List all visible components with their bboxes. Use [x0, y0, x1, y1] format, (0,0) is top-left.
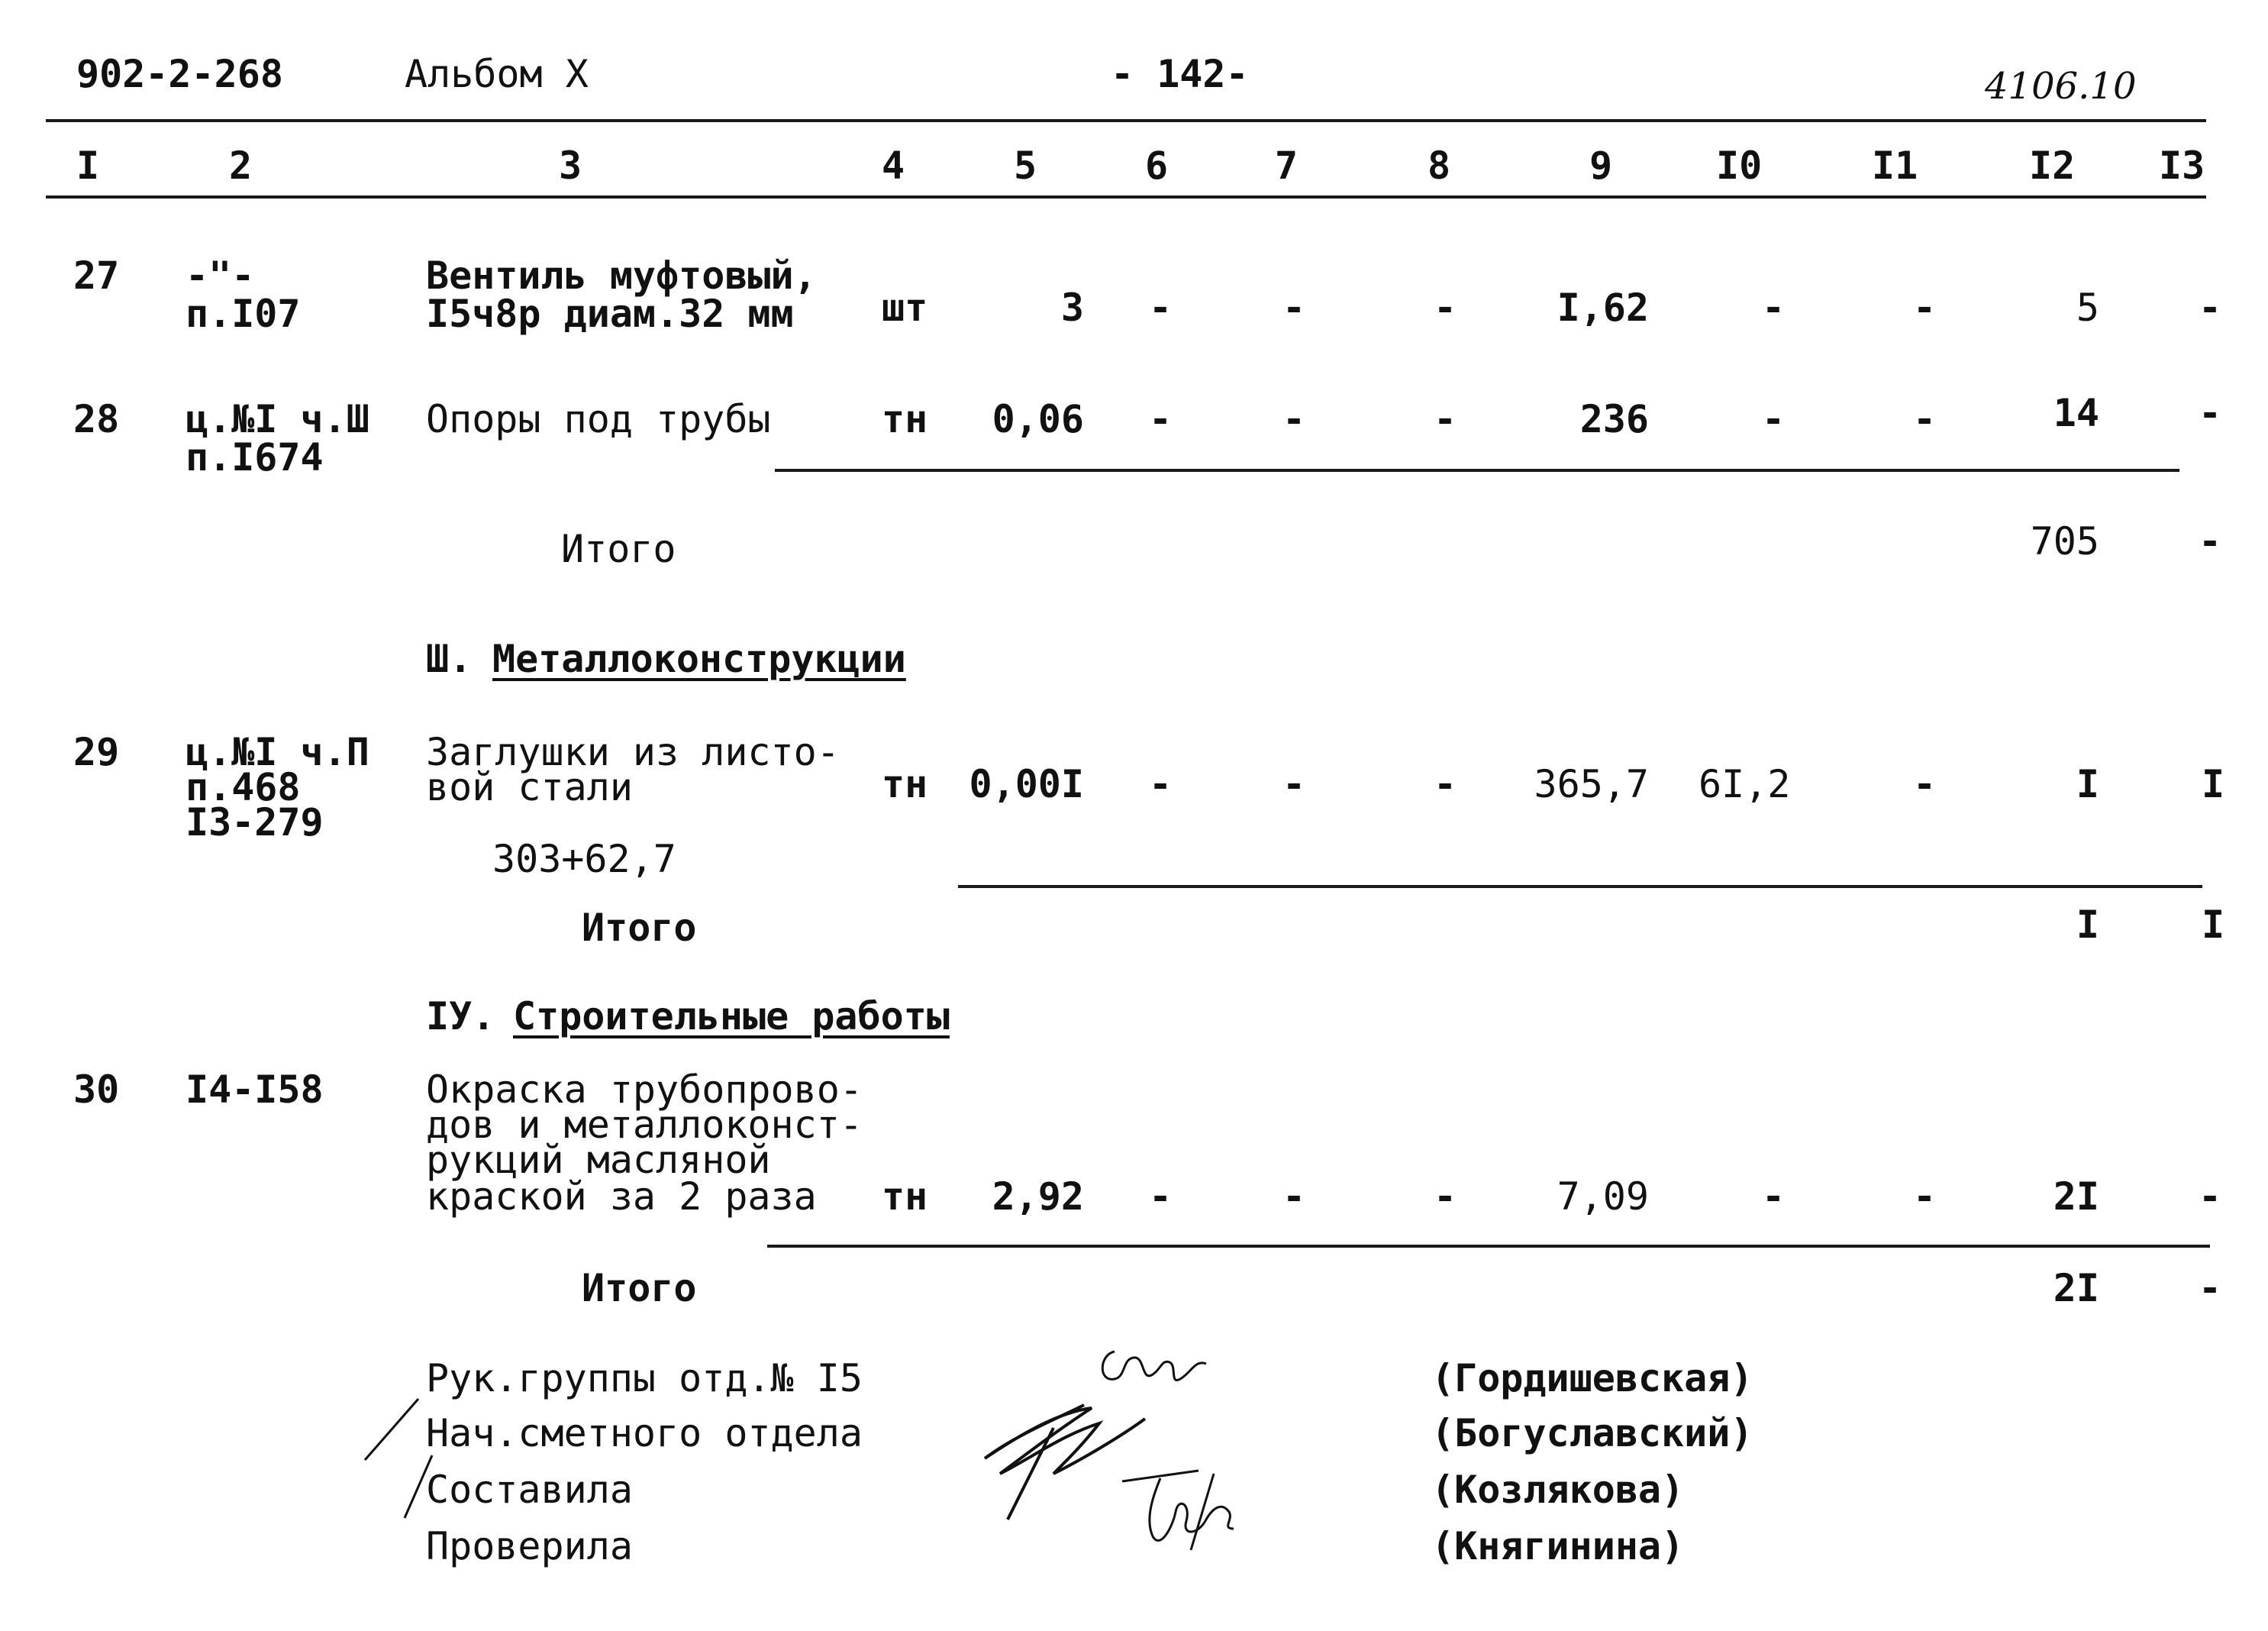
- row-col9: 365,7: [1534, 762, 1649, 806]
- row-col9: 236: [1579, 397, 1649, 441]
- signature-name: (Гордишевская): [1431, 1356, 1753, 1400]
- row-col10: -: [1762, 286, 1786, 330]
- row-col13: -: [2199, 1174, 2222, 1219]
- row-col11: -: [1913, 1174, 1937, 1219]
- row-number: 28: [73, 397, 120, 441]
- row-col11: -: [1913, 397, 1937, 441]
- header-rule-bottom: [46, 195, 2206, 199]
- column-header-3: 3: [559, 144, 582, 188]
- row-description: вой стали: [426, 765, 633, 809]
- row-col7: -: [1282, 762, 1306, 806]
- row-reference: -"-: [186, 254, 255, 298]
- signature-role: Составила: [426, 1468, 633, 1512]
- total-col13: -: [2199, 519, 2222, 564]
- subtotal-rule: [958, 885, 2202, 888]
- signature-role: Рук.группы отд.№ I5: [426, 1356, 863, 1400]
- total-label: Итого: [582, 906, 697, 950]
- row-description: Окраска трубопрово-: [426, 1067, 863, 1112]
- row-reference: I3-279: [186, 800, 324, 845]
- row-col11: -: [1913, 762, 1937, 806]
- row-col6: -: [1149, 286, 1173, 330]
- row-quantity: 2,92: [992, 1174, 1084, 1219]
- row-col10: -: [1762, 1174, 1786, 1219]
- row-reference: I4-I58: [186, 1067, 324, 1112]
- column-header-2: 2: [229, 144, 253, 188]
- subtotal-rule: [775, 469, 2179, 472]
- row-col12: 14: [2053, 391, 2099, 435]
- document-code: 902-2-268: [76, 52, 283, 96]
- page-number: - 142-: [1111, 52, 1249, 96]
- column-header-7: 7: [1275, 144, 1299, 188]
- row-col8: -: [1434, 286, 1457, 330]
- row-col7: -: [1282, 1174, 1306, 1219]
- column-header-1: I: [76, 144, 100, 188]
- column-header-12: I2: [2029, 144, 2076, 188]
- section-title: Строительные работы: [513, 994, 950, 1038]
- signature-name: (Богуславский): [1431, 1411, 1753, 1455]
- row-description: I5ч8р диам.32 мм: [426, 292, 794, 336]
- row-col13: I: [2202, 762, 2225, 806]
- row-col10: -: [1762, 397, 1786, 441]
- row-col9: I,62: [1557, 286, 1649, 330]
- row-number: 29: [73, 730, 120, 774]
- row-col12: 2I: [2053, 1174, 2099, 1219]
- row-description: краской за 2 раза: [426, 1174, 817, 1219]
- row-col6: -: [1149, 397, 1173, 441]
- column-header-4: 4: [882, 144, 905, 188]
- row-quantity: 0,00I: [969, 762, 1084, 806]
- row-reference: п.468: [186, 765, 301, 809]
- row-description: Опоры под трубы: [426, 397, 771, 441]
- row-description: рукций масляной: [426, 1138, 771, 1182]
- row-col7: -: [1282, 286, 1306, 330]
- total-col13: I: [2202, 903, 2225, 947]
- row-number: 30: [73, 1067, 120, 1112]
- row-number: 27: [73, 254, 120, 298]
- row-col12: 5: [2076, 286, 2099, 330]
- column-header-10: I0: [1716, 144, 1763, 188]
- total-col12: 705: [2030, 519, 2099, 564]
- row-col7: -: [1282, 397, 1306, 441]
- row-col6: -: [1149, 762, 1173, 806]
- section-number: IУ.: [426, 994, 495, 1038]
- column-header-6: 6: [1145, 144, 1169, 188]
- signature-role: Проверила: [426, 1524, 633, 1568]
- column-header-11: I1: [1872, 144, 1918, 188]
- total-label: Итого: [561, 527, 676, 571]
- row-col13: -: [2199, 286, 2222, 330]
- subtotal-rule: [767, 1245, 2210, 1248]
- row-unit: тн: [882, 397, 928, 441]
- column-header-8: 8: [1428, 144, 1451, 188]
- row-reference: ц.№I ч.Ш: [186, 397, 369, 441]
- row-description: Вентиль муфтовый,: [426, 254, 817, 298]
- signature-name: (Козлякова): [1431, 1468, 1685, 1512]
- row-quantity: 0,06: [992, 397, 1084, 441]
- row-unit: тн: [882, 1174, 928, 1219]
- row-col6: -: [1149, 1174, 1173, 1219]
- check-mark-icon: [359, 1390, 450, 1542]
- total-label: Итого: [582, 1266, 697, 1310]
- row-col13: -: [2199, 391, 2222, 435]
- row-note: 303+62,7: [492, 837, 676, 881]
- album-label: Альбом Х: [405, 52, 589, 96]
- section-number: Ш.: [426, 637, 473, 681]
- row-unit: шт: [882, 286, 928, 330]
- signature-name: (Княгинина): [1431, 1524, 1685, 1568]
- row-col8: -: [1434, 762, 1457, 806]
- row-unit: тн: [882, 762, 928, 806]
- row-col8: -: [1434, 1174, 1457, 1219]
- column-header-5: 5: [1014, 144, 1037, 188]
- handwritten-signature-icon: [969, 1329, 1305, 1558]
- row-reference: п.I674: [186, 435, 324, 480]
- row-col9: 7,09: [1557, 1174, 1649, 1219]
- row-col10: 6I,2: [1699, 762, 1791, 806]
- row-description: дов и металлоконст-: [426, 1103, 863, 1147]
- row-col12: I: [2076, 762, 2099, 806]
- column-header-9: 9: [1589, 144, 1613, 188]
- row-reference: п.I07: [186, 292, 301, 336]
- row-reference: ц.№I ч.П: [186, 730, 369, 774]
- total-col12: I: [2076, 903, 2099, 947]
- section-title: Металлоконструкции: [492, 637, 906, 681]
- row-quantity: 3: [1060, 286, 1084, 330]
- row-col8: -: [1434, 397, 1457, 441]
- total-col13: -: [2199, 1266, 2222, 1310]
- row-description: Заглушки из листо-: [426, 730, 840, 774]
- reference-number: 4106.10: [1985, 65, 2137, 108]
- total-col12: 2I: [2053, 1266, 2099, 1310]
- row-col11: -: [1913, 286, 1937, 330]
- column-header-13: I3: [2159, 144, 2205, 188]
- header-rule-top: [46, 119, 2206, 122]
- signature-role: Нач.сметного отдела: [426, 1411, 863, 1455]
